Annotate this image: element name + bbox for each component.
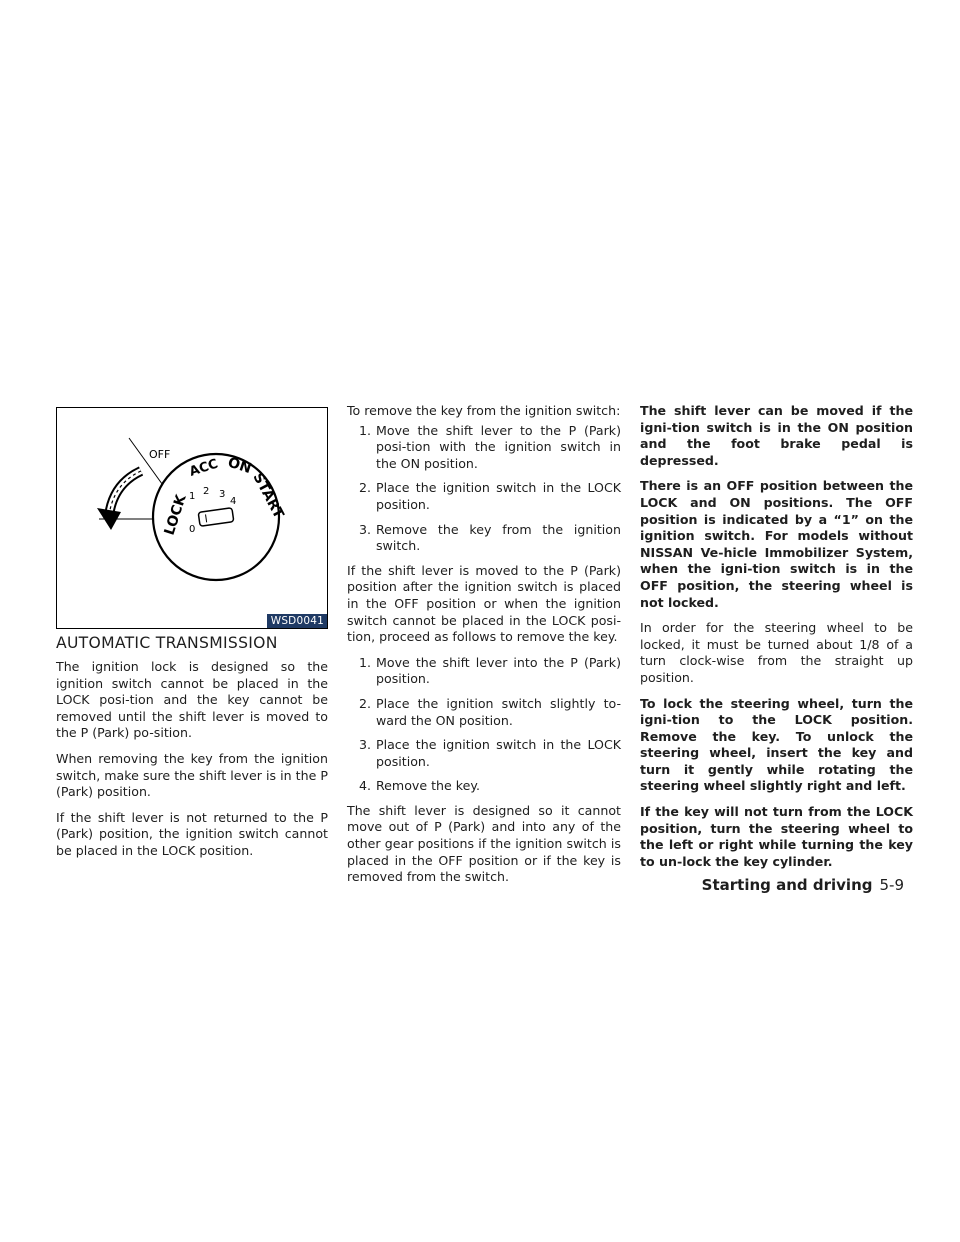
step-number: 2.: [358, 480, 371, 496]
on-label: ON: [225, 454, 254, 478]
step-number: 3.: [358, 521, 371, 537]
column-2: [347, 403, 621, 895]
paragraph: The ignition lock is designed so the ignition switch cannot be placed in the LOCK posi-tion and the key cannot be removed until the shift lever is moved to the P (Park) po-sition.: [56, 659, 328, 741]
bold-paragraph: To lock the steering wheel, turn the igni-tion to the LOCK position. Remove the key. To unlock the steering wheel, insert the key and turn it gently while rotating the steering wheel slightly right and left.: [640, 695, 913, 794]
lock-label: LOCK: [161, 492, 190, 538]
section-title: AUTOMATIC TRANSMISSION: [56, 634, 278, 652]
step-text: Remove the key.: [376, 778, 481, 794]
list-item: [349, 737, 621, 770]
list-item: [349, 522, 621, 555]
step-number: 1.: [358, 654, 371, 670]
step-text: Place the ignition switch in the LOCK position.: [376, 737, 621, 769]
figure-code: WSD0041: [267, 614, 327, 628]
steps-list-2: [347, 655, 621, 795]
list-item: [349, 655, 621, 688]
position-0: 0: [189, 524, 196, 535]
position-2: 2: [203, 486, 210, 497]
position-4: 4: [230, 496, 237, 507]
step-number: 2.: [358, 695, 371, 711]
step-text: Remove the key from the ignition switch.: [376, 521, 621, 554]
step-number: 3.: [358, 737, 371, 753]
footer-section-title: Starting and driving: [701, 876, 873, 894]
list-item: [349, 480, 621, 513]
paragraph: To remove the key from the ignition switch:: [347, 403, 621, 418]
step-text: Move the shift lever to the P (Park) posi-tion with the ignition switch in the ON position.: [376, 422, 621, 471]
ignition-switch-diagram: [57, 408, 327, 628]
position-3: 3: [219, 489, 226, 500]
step-number: 1.: [358, 422, 371, 438]
step-text: Place the ignition switch slightly to-ward the ON position.: [376, 695, 621, 728]
step-text: Place the ignition switch in the LOCK position.: [376, 480, 621, 512]
position-1: 1: [189, 491, 196, 502]
bold-paragraph: The shift lever can be moved if the igni-tion switch is in the ON position and the foot brake pedal is depressed.: [640, 403, 913, 468]
ignition-switch-figure: [56, 407, 328, 629]
off-label: OFF: [149, 448, 171, 461]
bold-paragraph: If the key will not turn from the LOCK position, turn the steering wheel to the left or right while turning the key to un-lock the key cylinder.: [640, 804, 913, 869]
list-item: [349, 423, 621, 473]
paragraph: When removing the key from the ignition switch, make sure the shift lever is in the P (Park) position.: [56, 750, 328, 800]
paragraph: If the shift lever is moved to the P (Park) position after the ignition switch is placed in the OFF position or when the ignition switch cannot be placed in the LOCK posi-tion, proceed as follows to remove the key.: [347, 562, 621, 645]
column-3: [640, 403, 913, 879]
paragraph: In order for the steering wheel to be locked, it must be turned about 1/8 of a turn clock-wise from the straight up position.: [640, 620, 913, 685]
page-number: 5-9: [879, 876, 904, 894]
step-text: Move the shift lever into the P (Park) position.: [376, 654, 621, 687]
step-number: 4.: [358, 778, 371, 794]
start-label: START: [249, 470, 287, 522]
paragraph: The shift lever is designed so it cannot move out of P (Park) and into any of the other gear positions if the ignition switch is placed in the OFF position or if the key is removed from the switch.: [347, 802, 621, 885]
bold-paragraph: There is an OFF position between the LOCK and ON positions. The OFF position is indicated by a “1” on the ignition switch. For models without NISSAN Ve-hicle Immobilizer System, when the igni-tion switch is in the OFF position, the steering wheel is not locked.: [640, 478, 913, 610]
acc-label: ACC: [187, 456, 220, 480]
list-item: [349, 696, 621, 729]
list-item: [349, 778, 621, 795]
steps-list-1: [347, 423, 621, 555]
page-footer: [702, 876, 904, 894]
column-1: [56, 659, 328, 869]
paragraph: If the shift lever is not returned to the P (Park) position, the ignition switch cannot be placed in the LOCK position.: [56, 809, 328, 858]
